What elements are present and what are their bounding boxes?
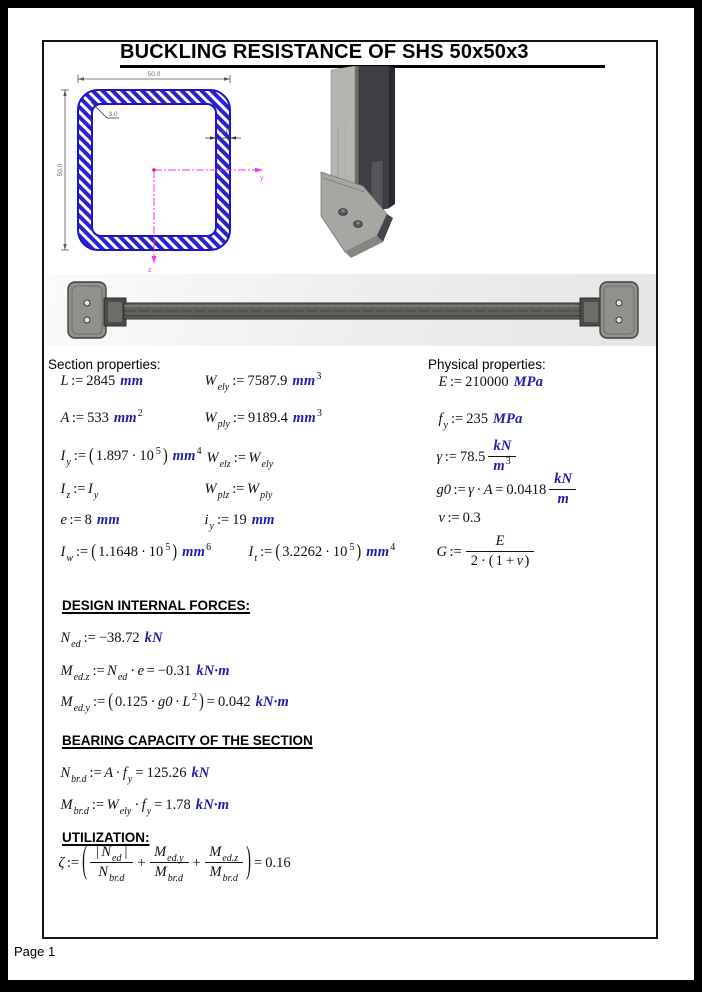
formula-Ned[interactable]: N ed := −38.72 kN (60, 630, 163, 650)
formula-It[interactable]: I t := ( 3.2262 · 10 5 ) mm 4 (248, 541, 396, 564)
formula-Medz[interactable]: M ed.z := N ed · e = −0.31 kN·m (60, 663, 230, 683)
left-bolt-hole-1 (84, 300, 90, 306)
formula-G[interactable]: G := E 2 · ( 1 + ν ) (436, 533, 536, 571)
dimension-label-width: 50.0 (147, 71, 161, 78)
right-end-fitting (600, 282, 638, 338)
formula-Wely[interactable]: W ely := 7587.9 mm 3 (204, 371, 322, 393)
section-properties-label: Section properties: (48, 357, 161, 372)
beam-3d-figure (44, 274, 656, 346)
utilization-heading: UTILIZATION: (62, 830, 150, 845)
bearing-capacity-heading: BEARING CAPACITY OF THE SECTION (62, 733, 313, 748)
formula-Wplz[interactable]: W plz := W ply (204, 481, 273, 501)
formula-Wply[interactable]: W ply := 9189.4 mm 3 (204, 408, 322, 430)
thickness-label-1: 3.0 (108, 111, 118, 118)
formula-E[interactable]: E := 210000 MPa (438, 374, 544, 390)
physical-properties-label: Physical properties: (428, 357, 546, 372)
axis-y-label: y (260, 175, 264, 182)
shs-cross-section-figure (55, 70, 305, 275)
left-bolt-hole-2 (84, 317, 90, 323)
design-forces-heading: DESIGN INTERNAL FORCES: (62, 598, 251, 613)
formula-nu[interactable]: ν := 0.3 (438, 510, 481, 526)
formula-zeta[interactable]: ζ := ( | N ed | N br.d + M ed.y M br.d + M ed.z M br.d ) = 0.16 (58, 840, 291, 884)
formula-L[interactable]: L := 2845 mm (60, 373, 144, 389)
formula-gamma[interactable]: γ := 78.5 kN m 3 (436, 438, 518, 476)
left-end-fitting (68, 282, 106, 338)
formula-Welz[interactable]: W elz := W ely (206, 450, 274, 470)
formula-Medy[interactable]: M ed.y := ( 0.125 · g0 · L 2 ) = 0.042 kN·m (60, 690, 290, 714)
column-side-face (389, 66, 395, 208)
formula-A[interactable]: A := 533 mm 2 (60, 408, 143, 426)
formula-e[interactable]: e := 8 mm (60, 512, 120, 528)
formula-Iw[interactable]: I w := ( 1.1648 · 10 5 ) mm 6 (60, 541, 212, 564)
right-bolt-hole-1 (616, 300, 622, 306)
document-page (8, 8, 694, 980)
formula-Iy[interactable]: I y := ( 1.897 · 10 5 ) mm 4 (60, 445, 202, 468)
dimension-label-height: 50.0 (57, 163, 64, 177)
formula-Iz[interactable]: I z := I y (60, 481, 99, 501)
formula-Mbrd[interactable]: M br.d := W ely · f y = 1.78 kN·m (60, 797, 230, 817)
formula-Nbrd[interactable]: N br.d := A · f y = 125.26 kN (60, 765, 210, 785)
beam-figure-band (44, 274, 656, 346)
page-number: Page 1 (14, 944, 56, 959)
thickness-label-2: 3.0 (220, 128, 230, 135)
axis-z-label: z (148, 267, 152, 274)
column-connection-3d-figure (305, 66, 505, 276)
formula-g0[interactable]: g0 := γ · A = 0.0418 kN m (436, 471, 578, 509)
page-title: BUCKLING RESISTANCE OF SHS 50x50x3 (120, 41, 605, 68)
right-bolt-hole-2 (616, 317, 622, 323)
formula-fy[interactable]: f y := 235 MPa (438, 411, 523, 431)
formula-iy[interactable]: i y := 19 mm (204, 512, 275, 532)
